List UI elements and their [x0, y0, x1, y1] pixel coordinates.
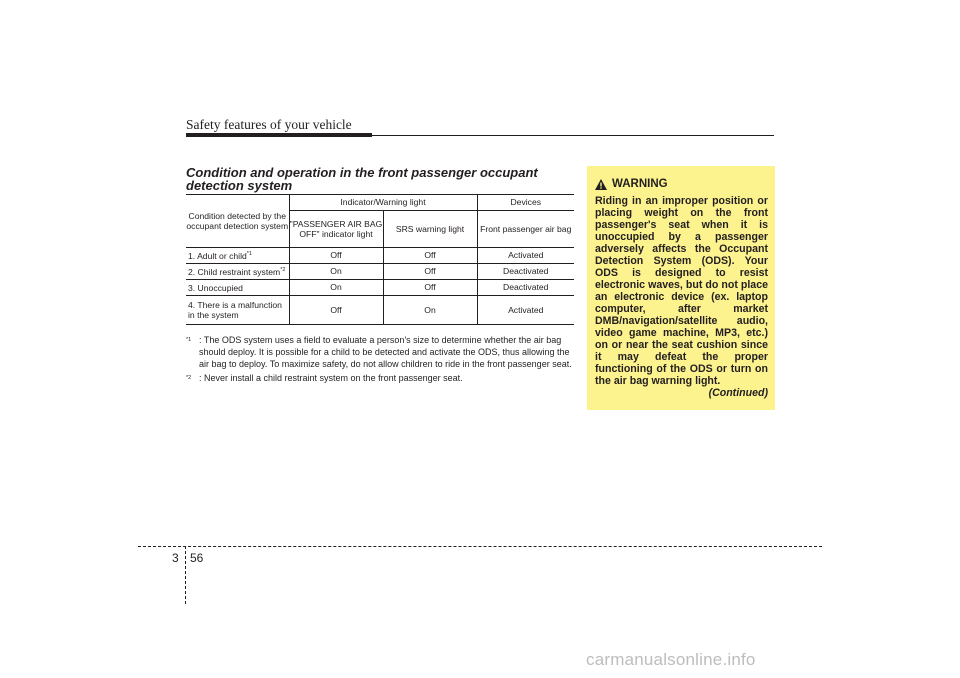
- row-condition: 1. Adult or child$^{*1}$: [186, 248, 289, 264]
- header-condition: Condition detected by the occupant detection system: [186, 195, 289, 248]
- row-condition: 4. There is a malfunction in the system: [186, 296, 289, 325]
- header-front-airbag: Front passenger air bag: [480, 223, 572, 234]
- warning-continued: (Continued): [708, 387, 768, 399]
- chapter-number: 3: [172, 551, 179, 565]
- row-device: Deactivated: [503, 282, 549, 293]
- page-header-title: Safety features of your vehicle: [186, 117, 352, 132]
- row-indicator: Off: [289, 248, 383, 264]
- row-srs: Off: [383, 248, 477, 264]
- header-rule: [372, 135, 774, 136]
- footnote-mark: *1: [186, 337, 192, 343]
- header-srs-light: SRS warning light: [383, 211, 477, 248]
- row-condition: 2. Child restraint system$^{*2}$: [186, 264, 289, 280]
- header-indicator-group: Indicator/Warning light: [289, 195, 477, 211]
- row-srs: Off: [383, 280, 477, 296]
- row-device: Activated: [508, 250, 544, 261]
- watermark: carmanualsonline.info: [586, 650, 756, 669]
- footnote-2: $^{*2}$ : Never install a child restraint system on the front passenger seat.: [186, 372, 576, 384]
- warning-title: WARNING: [612, 178, 668, 190]
- header-passenger-airbag-off: "PASSENGER AIR BAG OFF" indicator light: [289, 211, 383, 248]
- row-indicator: On: [289, 264, 383, 280]
- warning-header: [595, 178, 668, 190]
- footer-rule: [138, 546, 822, 547]
- footnotes: [186, 334, 576, 386]
- row-srs: On: [383, 296, 477, 325]
- row-condition: 3. Unoccupied: [186, 280, 289, 296]
- footnote-1: $^{*1}$ : The ODS system uses a field to evaluate a person's size to determine whether the air bag should deploy. It is possible for a child to be detected and activate the ODS, thus allowing the air bag to deploy. To maximize safety, do not allow children to ride in the front passenger seat.: [186, 335, 572, 369]
- warning-triangle-icon: [595, 179, 607, 190]
- row-device: Activated: [508, 304, 544, 315]
- row-device: Deactivated: [503, 266, 549, 277]
- row-indicator: On: [289, 280, 383, 296]
- header-bar: [186, 133, 372, 137]
- section-title: Condition and operation in the front passenger occupant detection system: [186, 165, 538, 193]
- row-indicator: Off: [289, 296, 383, 325]
- footnote-mark: *2: [186, 375, 192, 381]
- row-srs: Off: [383, 264, 477, 280]
- ods-condition-table: [186, 194, 574, 325]
- warning-box: [587, 166, 775, 410]
- header-devices: Devices: [477, 195, 574, 211]
- footer-divider: [185, 546, 186, 604]
- warning-body: Riding in an improper position or placing weight on the front passenger's seat when it is unoccupied by a passenger adversely affects the Occupant Detection System (ODS). Your ODS is designed to resist electronic waves, but do not place an electronic device (ex. laptop computer, after market DMB/navigation/satellite audio, video game machine, MP3, etc.) on or near the seat cushion since it may defeat the proper functioning of the ODS or turn on the air bag warning light.: [595, 195, 768, 387]
- page-number: 56: [190, 551, 204, 565]
